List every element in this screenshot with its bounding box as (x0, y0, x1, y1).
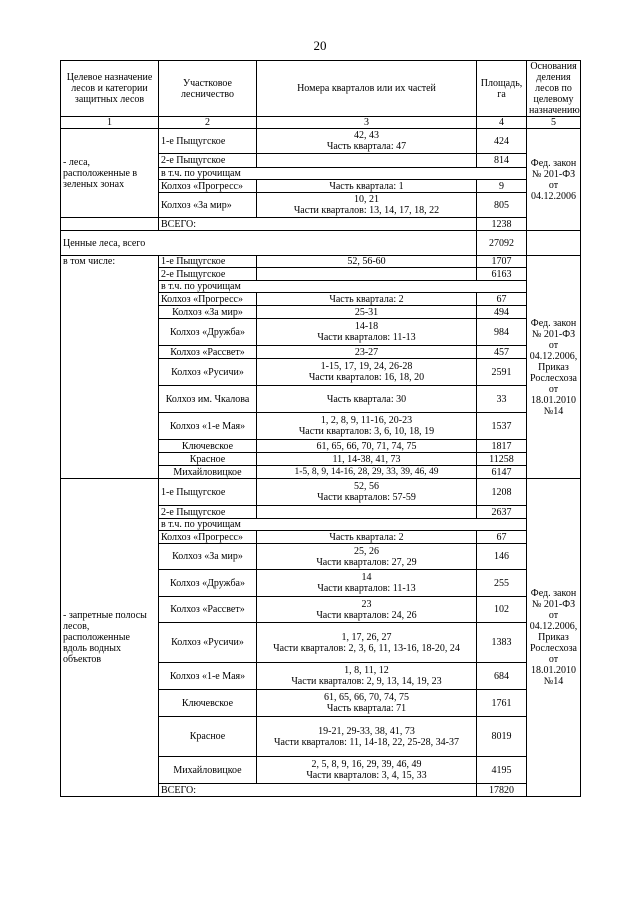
total-area: 17820 (477, 784, 527, 797)
category-cell: Ценные леса, всего (61, 231, 477, 256)
page-number: 20 (313, 38, 327, 53)
blocks-cell: 1-5, 8, 9, 14-16, 28, 29, 33, 39, 46, 49 (257, 466, 477, 479)
forestry-cell: 1-е Пыщугское (159, 129, 257, 154)
column-number-row (61, 117, 581, 129)
forestry-cell: Колхоз «За мир» (159, 193, 257, 218)
total-label: ВСЕГО: (159, 784, 477, 797)
blocks-cell: Часть квартала: 30 (257, 386, 477, 413)
forestry-cell: Колхоз «Дружба» (159, 570, 257, 597)
table-row-total (61, 218, 581, 231)
area-cell: 457 (477, 346, 527, 359)
forestry-cell: Колхоз «Прогресс» (159, 531, 257, 544)
col-number: 5 (527, 117, 581, 129)
forestry-cell: Михайловицкое (159, 757, 257, 784)
area-cell: 8019 (477, 717, 527, 757)
area-cell: 1707 (477, 256, 527, 268)
blocks-cell: 61, 65, 66, 70, 74, 75 Часть квартала: 71 (257, 690, 477, 717)
forestry-cell: Колхоз «Русичи» (159, 623, 257, 663)
forestry-cell: Колхоз «1-е Мая» (159, 663, 257, 690)
area-cell: 684 (477, 663, 527, 690)
area-cell: 984 (477, 319, 527, 346)
blocks-cell: 14-18 Части кварталов: 11-13 (257, 319, 477, 346)
forestry-cell: Колхоз «Дружба» (159, 319, 257, 346)
table-row (61, 129, 581, 154)
area-cell: 805 (477, 193, 527, 218)
forestry-cell: Красное (159, 717, 257, 757)
forestry-cell: 1-е Пыщугское (159, 479, 257, 506)
area-cell: 255 (477, 570, 527, 597)
blocks-cell: 42, 43 Часть квартала: 47 (257, 129, 477, 154)
col-number: 1 (61, 117, 159, 129)
blocks-cell: 1, 8, 11, 12 Части кварталов: 2, 9, 13, 14, 19, 23 (257, 663, 477, 690)
area-cell: 2591 (477, 359, 527, 386)
blocks-cell: Часть квартала: 2 (257, 293, 477, 306)
area-cell: 33 (477, 386, 527, 413)
area-cell: 424 (477, 129, 527, 154)
area-cell: 814 (477, 154, 527, 168)
blocks-cell: 1, 17, 26, 27 Части кварталов: 2, 3, 6, 11, 13-16, 18-20, 24 (257, 623, 477, 663)
blocks-cell: 25-31 (257, 306, 477, 319)
table-row (61, 256, 581, 268)
blocks-cell: Часть квартала: 2 (257, 531, 477, 544)
blocks-cell: 52, 56 Части кварталов: 57-59 (257, 479, 477, 506)
area-cell: 1817 (477, 440, 527, 453)
forestry-cell: 2-е Пыщугское (159, 154, 257, 168)
area-cell: 1208 (477, 479, 527, 506)
col-header-basis: Основания деления лесов по целевому назначению (527, 61, 581, 117)
blocks-cell: 11, 14-38, 41, 73 (257, 453, 477, 466)
blocks-cell: 19-21, 29-33, 38, 41, 73 Части кварталов: 11, 14-18, 22, 25-28, 34-37 (257, 717, 477, 757)
table-header-row (61, 61, 581, 117)
area-cell: 11258 (477, 453, 527, 466)
blocks-cell: 2, 5, 8, 9, 16, 29, 39, 46, 49 Части кварталов: 3, 4, 15, 33 (257, 757, 477, 784)
forestry-cell: 1-е Пыщугское (159, 256, 257, 268)
forestry-cell: Михайловицкое (159, 466, 257, 479)
forestry-cell: Колхоз «Рассвет» (159, 346, 257, 359)
forestry-cell: Колхоз им. Чкалова (159, 386, 257, 413)
empty-cell (61, 218, 159, 231)
blocks-cell (257, 506, 477, 519)
forestry-cell: Ключевское (159, 440, 257, 453)
blocks-cell: 23 Части кварталов: 24, 26 (257, 597, 477, 623)
area-cell: 6147 (477, 466, 527, 479)
empty-cell (527, 231, 581, 256)
area-cell: 146 (477, 544, 527, 570)
col-header-forestry: Участковое лесничество (159, 61, 257, 117)
category-cell: в том числе: (61, 256, 159, 479)
blocks-cell: Часть квартала: 1 (257, 180, 477, 193)
col-number: 3 (257, 117, 477, 129)
area-cell: 1537 (477, 413, 527, 440)
area-cell: 4195 (477, 757, 527, 784)
blocks-cell: 23-27 (257, 346, 477, 359)
blocks-cell: 1-15, 17, 19, 24, 26-28 Части кварталов: 16, 18, 20 (257, 359, 477, 386)
area-cell: 67 (477, 531, 527, 544)
table-row (61, 231, 581, 256)
area-cell: 2637 (477, 506, 527, 519)
total-area: 1238 (477, 218, 527, 231)
area-cell: 9 (477, 180, 527, 193)
basis-cell: Фед. закон № 201-ФЗ от 04.12.2006, Приказ Рослесхоза от 18.01.2010 №14 (527, 479, 581, 797)
blocks-cell: 61, 65, 66, 70, 71, 74, 75 (257, 440, 477, 453)
col-number: 2 (159, 117, 257, 129)
forestry-cell: Колхоз «За мир» (159, 544, 257, 570)
blocks-cell: 14 Части кварталов: 11-13 (257, 570, 477, 597)
blocks-cell (257, 268, 477, 281)
basis-cell: Фед. закон № 201-ФЗ от 04.12.2006, Приказ Рослесхоза от 18.01.2010 №14 (527, 256, 581, 479)
area-cell: 27092 (477, 231, 527, 256)
forest-purpose-table (60, 60, 581, 797)
category-cell: - запретные полосы лесов, расположенные вдоль водных объектов (61, 479, 159, 797)
forestry-cell: 2-е Пыщугское (159, 268, 257, 281)
area-cell: 67 (477, 293, 527, 306)
area-cell: 6163 (477, 268, 527, 281)
blocks-cell (257, 154, 477, 168)
area-cell: 1383 (477, 623, 527, 663)
col-number: 4 (477, 117, 527, 129)
blocks-cell: 25, 26 Части кварталов: 27, 29 (257, 544, 477, 570)
forestry-cell: Колхоз «1-е Мая» (159, 413, 257, 440)
forestry-cell: Колхоз «Прогресс» (159, 293, 257, 306)
forestry-cell: Ключевское (159, 690, 257, 717)
blocks-cell: 10, 21 Части кварталов: 13, 14, 17, 18, 22 (257, 193, 477, 218)
col-header-blocks: Номера кварталов или их частей (257, 61, 477, 117)
col-header-purpose: Целевое назначение лесов и категории защитных лесов (61, 61, 159, 117)
basis-cell: Фед. закон № 201-ФЗ от 04.12.2006 (527, 129, 581, 231)
blocks-cell: 1, 2, 8, 9, 11-16, 20-23 Части кварталов: 3, 6, 10, 18, 19 (257, 413, 477, 440)
forestry-cell: Колхоз «Рассвет» (159, 597, 257, 623)
forestry-cell: Колхоз «Прогресс» (159, 180, 257, 193)
col-header-area: Площадь, га (477, 61, 527, 117)
table-row (61, 479, 581, 506)
forestry-cell: Колхоз «Русичи» (159, 359, 257, 386)
subgroup-label: в т.ч. по урочищам (159, 519, 527, 531)
forestry-cell: Колхоз «За мир» (159, 306, 257, 319)
subgroup-label: в т.ч. по урочищам (159, 168, 527, 180)
blocks-cell: 52, 56-60 (257, 256, 477, 268)
forestry-cell: 2-е Пыщугское (159, 506, 257, 519)
area-cell: 1761 (477, 690, 527, 717)
category-cell: - леса, расположенные в зеленых зонах (61, 129, 159, 218)
subgroup-label: в т.ч. по урочищам (159, 281, 527, 293)
area-cell: 102 (477, 597, 527, 623)
forestry-cell: Красное (159, 453, 257, 466)
total-label: ВСЕГО: (159, 218, 477, 231)
area-cell: 494 (477, 306, 527, 319)
